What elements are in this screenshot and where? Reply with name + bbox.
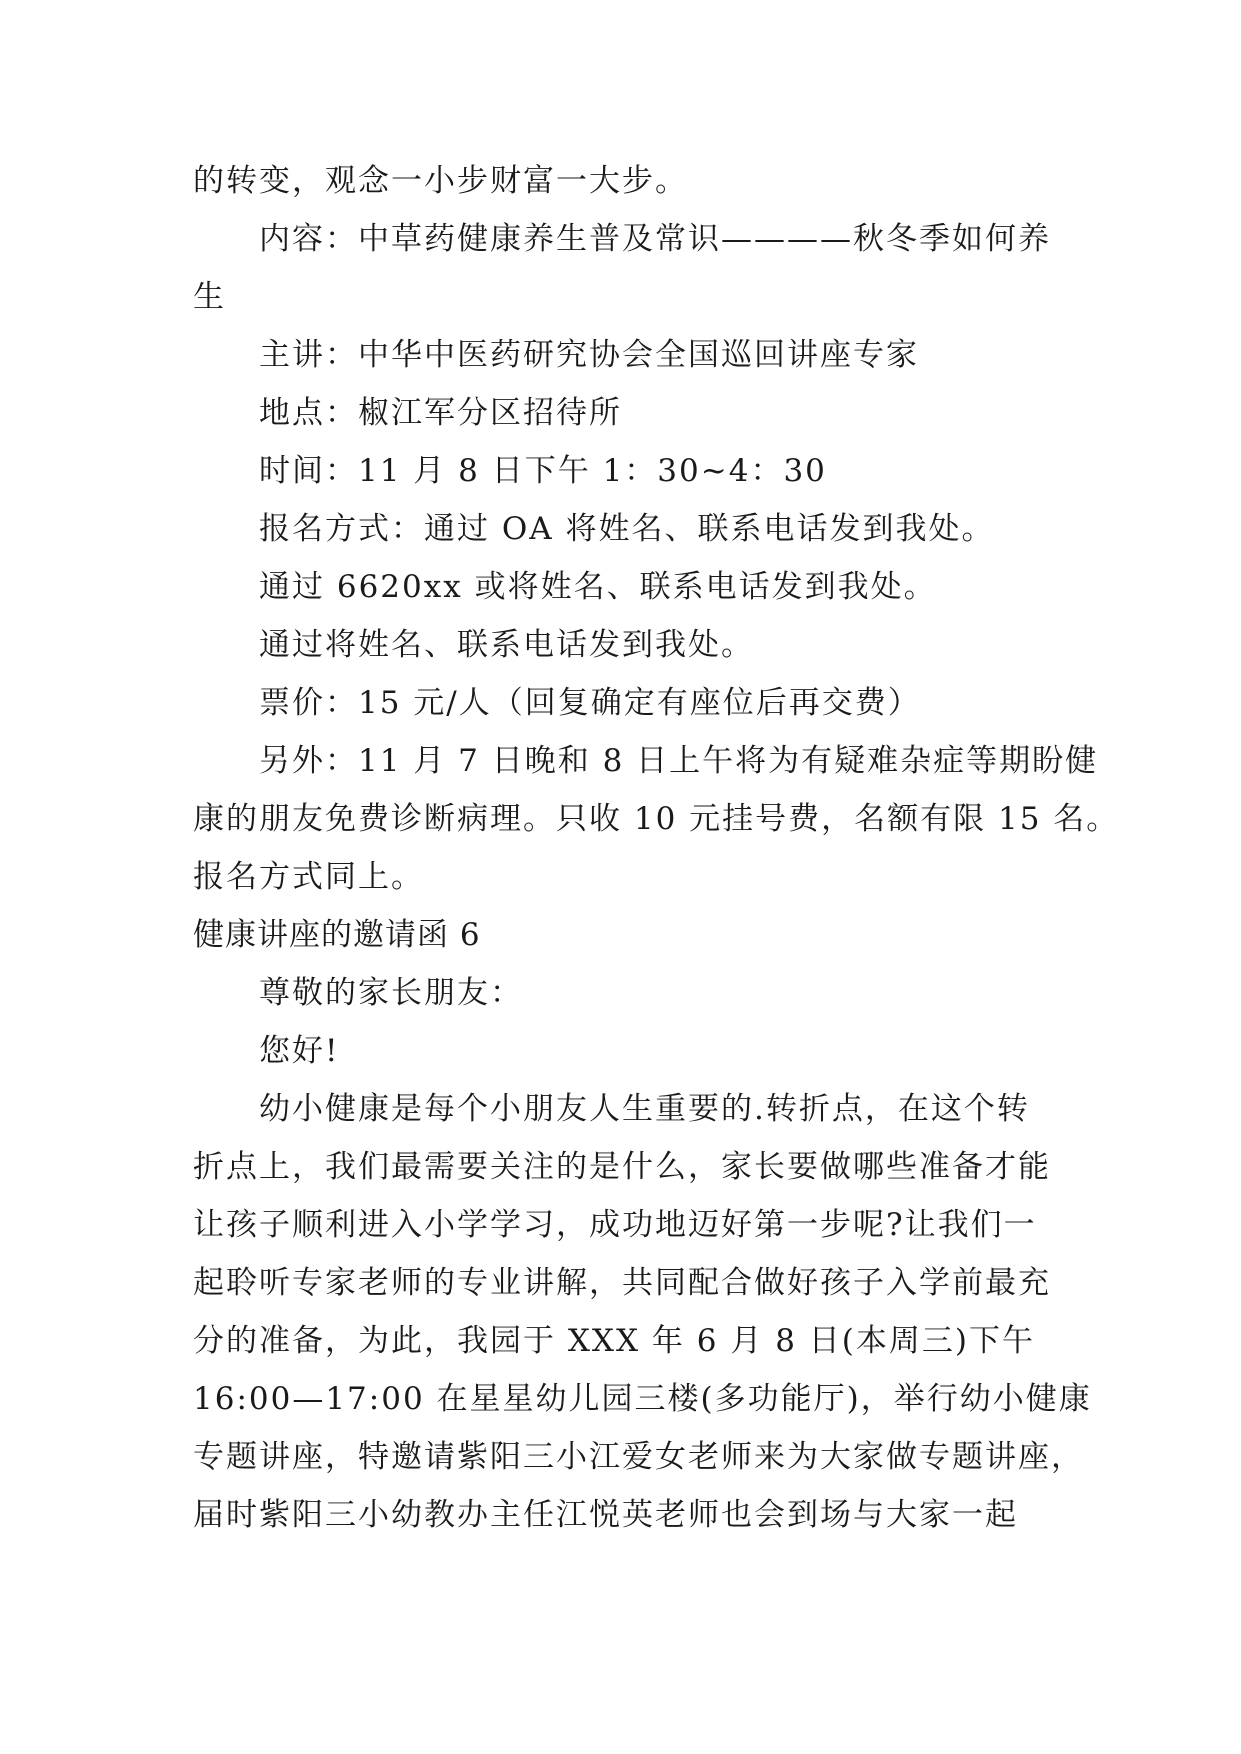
text-line: 让孩子顺利进入小学学习，成功地迈好第一步呢?让我们一	[193, 1207, 1037, 1243]
text-line: 届时紫阳三小幼教办主任江悦英老师也会到场与大家一起	[193, 1497, 1018, 1533]
text-line: 专题讲座，特邀请紫阳三小江爱女老师来为大家做专题讲座，	[193, 1439, 1084, 1475]
salutation: 尊敬的家长朋友：	[259, 975, 523, 1011]
text-line: 报名方式：通过 OA 将姓名、联系电话发到我处。	[259, 511, 995, 547]
text-line: 主讲：中华中医药研究协会全国巡回讲座专家	[259, 337, 919, 373]
text-line: 康的朋友免费诊断病理。只收 10 元挂号费，名额有限 15 名。	[193, 801, 1120, 837]
greeting: 您好!	[259, 1033, 340, 1069]
text-line: 通过 6620xx 或将姓名、联系电话发到我处。	[259, 569, 937, 605]
text-line: 时间：11 月 8 日下午 1：30~4：30	[259, 453, 827, 489]
text-line: 幼小健康是每个小朋友人生重要的.转折点，在这个转	[259, 1091, 1030, 1127]
section-heading: 健康讲座的邀请函 6	[193, 917, 481, 953]
text-line: 票价：15 元/人（回复确定有座位后再交费）	[259, 685, 921, 721]
document-body	[193, 152, 1120, 1544]
text-line: 16:00—17:00 在星星幼儿园三楼(多功能厅)，举行幼小健康	[193, 1381, 1092, 1417]
text-line: 分的准备，为此，我园于 XXX 年 6 月 8 日(本周三)下午	[193, 1323, 1035, 1359]
text-line: 折点上，我们最需要关注的是什么，家长要做哪些准备才能	[193, 1149, 1051, 1185]
text-line: 报名方式同上。	[193, 859, 424, 895]
text-line: 内容：中草药健康养生普及常识————秋冬季如何养	[259, 221, 1051, 257]
text-line: 另外：11 月 7 日晚和 8 日上午将为有疑难杂症等期盼健	[259, 743, 1099, 779]
text-line: 生	[193, 279, 226, 315]
text-line: 起聆听专家老师的专业讲解，共同配合做好孩子入学前最充	[193, 1265, 1051, 1301]
text-line: 地点：椒江军分区招待所	[259, 395, 622, 431]
text-line: 的转变，观念一小步财富一大步。	[193, 163, 688, 199]
text-line: 通过将姓名、联系电话发到我处。	[259, 627, 754, 663]
